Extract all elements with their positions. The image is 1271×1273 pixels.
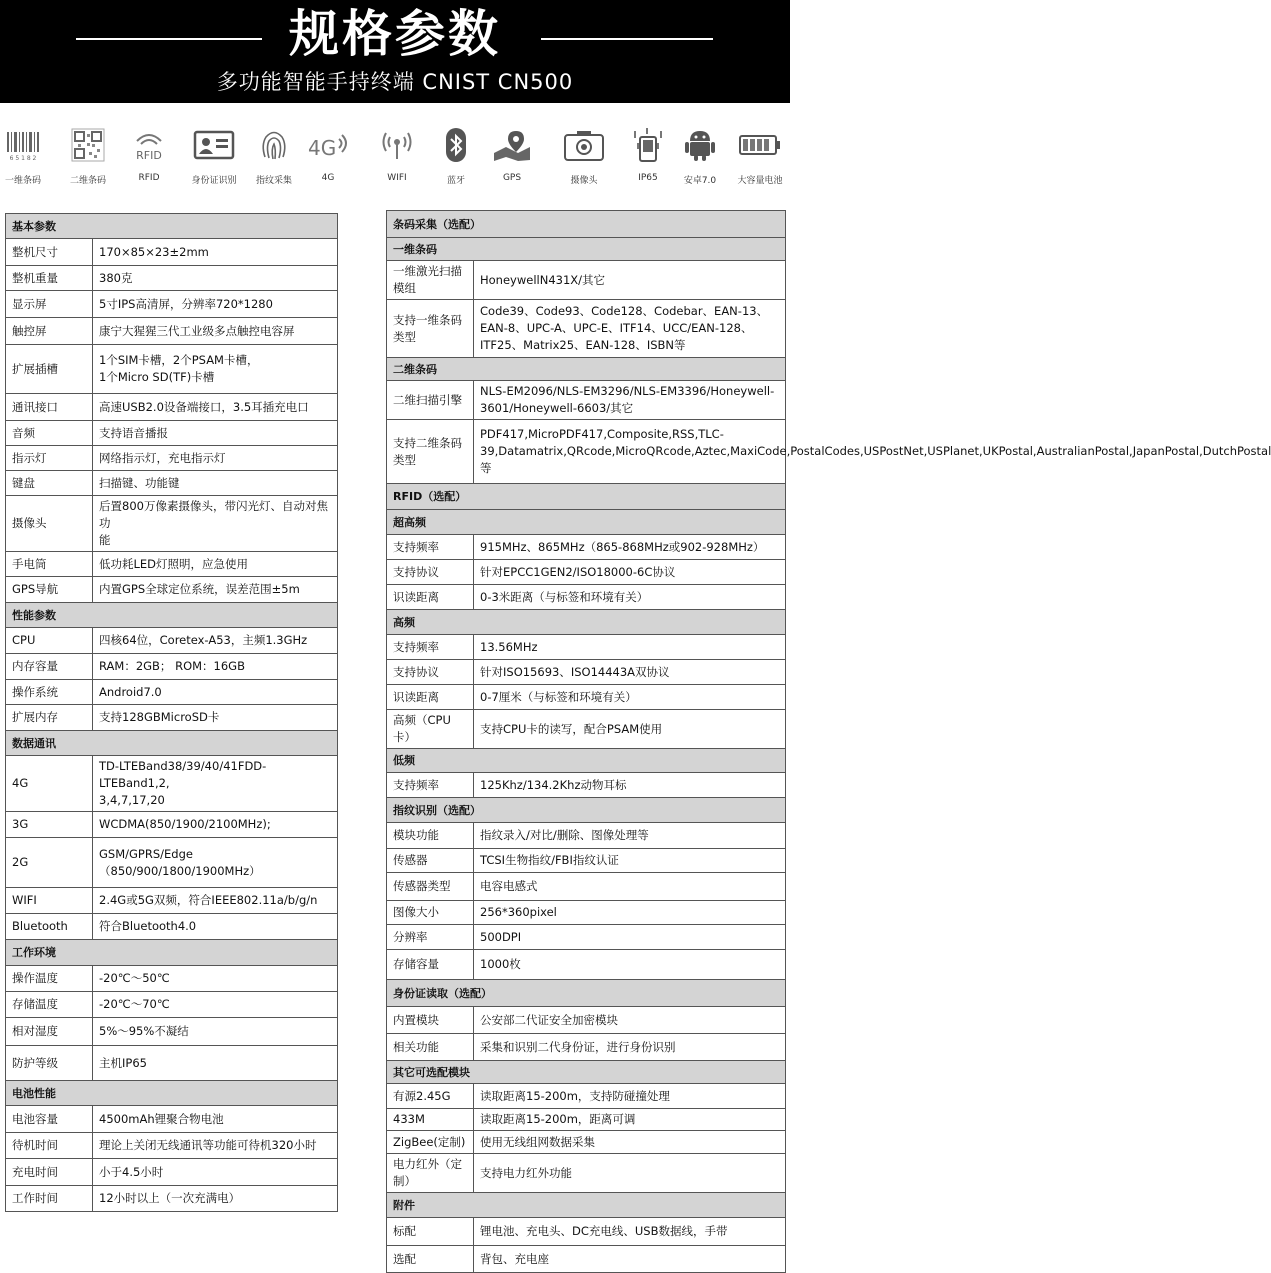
spec-key: 电池容量 bbox=[6, 1106, 93, 1133]
table-row bbox=[6, 756, 338, 812]
table-row bbox=[387, 901, 786, 925]
spec-key: 支持频率 bbox=[387, 635, 474, 660]
spec-value: 公安部二代证安全加密模块 bbox=[474, 1007, 786, 1034]
spec-key: 分辨率 bbox=[387, 925, 474, 950]
spec-key: GPS导航 bbox=[6, 577, 93, 603]
spec-key: 3G bbox=[6, 812, 93, 838]
table-row bbox=[6, 628, 338, 654]
spec-key: 存储温度 bbox=[6, 992, 93, 1018]
section-heading: 其它可选配模块 bbox=[387, 1061, 786, 1084]
section-row bbox=[387, 610, 786, 635]
barcode-1d-icon bbox=[0, 126, 46, 164]
spec-key: 支持协议 bbox=[387, 660, 474, 685]
spec-key: 支持一维条码类型 bbox=[387, 300, 474, 358]
section-heading: 低频 bbox=[387, 749, 786, 773]
rfid-icon bbox=[126, 126, 172, 164]
table-row bbox=[387, 1218, 786, 1246]
spec-key: 整机重量 bbox=[6, 266, 93, 291]
spec-value: 12小时以上（一次充满电） bbox=[93, 1186, 338, 1212]
spec-key: 有源2.45G bbox=[387, 1084, 474, 1109]
section-heading: 指纹识别（选配） bbox=[387, 798, 786, 823]
spec-value: Code39、Code93、Code128、Codebar、EAN-13、EAN-8、UPC-A、UPC-E、ITF14、UCC/EAN-128、ITF25、Matrix25、EAN-128、ISBN等 bbox=[474, 300, 786, 358]
spec-key: WIFI bbox=[6, 888, 93, 914]
section-row bbox=[387, 358, 786, 381]
spec-value: 支持128GBMicroSD卡 bbox=[93, 705, 338, 731]
wifi-icon bbox=[374, 126, 420, 164]
table-row bbox=[6, 1159, 338, 1186]
table-row bbox=[387, 925, 786, 950]
feature-2d-barcode bbox=[56, 126, 120, 186]
header-banner bbox=[0, 0, 790, 103]
section-row bbox=[6, 731, 338, 756]
spec-value: 使用无线组网数据采集 bbox=[474, 1131, 786, 1154]
spec-key: 音频 bbox=[6, 421, 93, 446]
spec-value: TD-LTEBand38/39/40/41FDD-LTEBand1,2, 3,4,7,17,20 bbox=[93, 756, 338, 812]
feature-4g bbox=[296, 126, 360, 183]
table-row bbox=[6, 421, 338, 446]
spec-value: 符合Bluetooth4.0 bbox=[93, 914, 338, 940]
feature-battery bbox=[728, 126, 792, 186]
spec-value: 采集和识别二代身份证，进行身份识别 bbox=[474, 1034, 786, 1061]
section-heading: 附件 bbox=[387, 1193, 786, 1218]
table-row bbox=[6, 345, 338, 394]
table-row bbox=[387, 1131, 786, 1154]
table-row bbox=[6, 1018, 338, 1046]
table-row bbox=[6, 654, 338, 680]
spec-value: 170×85×23±2mm bbox=[93, 239, 338, 266]
table-row bbox=[6, 552, 338, 577]
spec-value: 网络指示灯，充电指示灯 bbox=[93, 446, 338, 471]
section-row bbox=[387, 238, 786, 261]
spec-key: 指示灯 bbox=[6, 446, 93, 471]
spec-key: 内置模块 bbox=[387, 1007, 474, 1034]
spec-key: 键盘 bbox=[6, 471, 93, 496]
spec-value: 指纹录入/对比/删除、图像处理等 bbox=[474, 823, 786, 849]
table-row bbox=[387, 381, 786, 420]
id-card-icon bbox=[191, 126, 237, 164]
table-row bbox=[6, 318, 338, 345]
spec-value: RAM：2GB； ROM：16GB bbox=[93, 654, 338, 680]
4g-icon bbox=[305, 126, 351, 164]
section-heading: 基本参数 bbox=[6, 214, 338, 239]
table-row bbox=[387, 823, 786, 849]
spec-key: 触控屏 bbox=[6, 318, 93, 345]
table-row bbox=[6, 577, 338, 603]
spec-key: Bluetooth bbox=[6, 914, 93, 940]
spec-value: 支持电力红外功能 bbox=[474, 1154, 786, 1193]
table-row bbox=[387, 710, 786, 749]
feature-label: 一维条码 bbox=[4, 176, 41, 186]
gps-icon bbox=[489, 126, 535, 164]
feature-bluetooth bbox=[424, 126, 488, 186]
feature-label: IP65 bbox=[638, 173, 658, 183]
android-icon bbox=[677, 126, 723, 164]
table-row bbox=[387, 560, 786, 585]
section-heading: 一维条码 bbox=[387, 238, 786, 261]
spec-value: 康宁大猩猩三代工业级多点触控电容屏 bbox=[93, 318, 338, 345]
spec-key: 识读距离 bbox=[387, 585, 474, 610]
section-heading: 性能参数 bbox=[6, 603, 338, 628]
table-row bbox=[387, 420, 786, 484]
spec-key: 显示屏 bbox=[6, 291, 93, 318]
spec-key: 一维激光扫描模组 bbox=[387, 261, 474, 300]
spec-key: CPU bbox=[6, 628, 93, 654]
spec-value: 0-3米距离（与标签和环境有关） bbox=[474, 585, 786, 610]
spec-key: 手电筒 bbox=[6, 552, 93, 577]
table-row bbox=[387, 635, 786, 660]
spec-value: 13.56MHz bbox=[474, 635, 786, 660]
spec-value: 0-7厘米（与标签和环境有关） bbox=[474, 685, 786, 710]
table-row bbox=[6, 394, 338, 421]
spec-value: 2.4G或5G双频，符合IEEE802.11a/b/g/n bbox=[93, 888, 338, 914]
table-row bbox=[6, 992, 338, 1018]
feature-android bbox=[668, 126, 732, 186]
table-row bbox=[6, 239, 338, 266]
table-row bbox=[6, 471, 338, 496]
spec-key: 操作系统 bbox=[6, 680, 93, 705]
spec-key: 工作时间 bbox=[6, 1186, 93, 1212]
svg-text:RFID: RFID bbox=[136, 149, 162, 162]
table-row bbox=[387, 1007, 786, 1034]
table-row bbox=[6, 266, 338, 291]
section-row bbox=[6, 603, 338, 628]
section-heading: 身份证读取（选配） bbox=[387, 980, 786, 1007]
table-row bbox=[387, 1109, 786, 1131]
feature-label: 安卓7.0 bbox=[683, 176, 717, 186]
feature-label: 二维条码 bbox=[69, 176, 106, 186]
spec-key: 433M bbox=[387, 1109, 474, 1131]
spec-key: 充电时间 bbox=[6, 1159, 93, 1186]
feature-wifi bbox=[365, 126, 429, 183]
section-row bbox=[387, 484, 786, 510]
spec-value: 后置800万像素摄像头，带闪光灯、自动对焦功 能 bbox=[93, 496, 338, 552]
spec-value: GSM/GPRS/Edge （850/900/1800/1900MHz） bbox=[93, 838, 338, 888]
feature-label: 指纹采集 bbox=[255, 176, 292, 186]
feature-camera bbox=[552, 126, 616, 186]
section-row bbox=[387, 1061, 786, 1084]
spec-key: 防护等级 bbox=[6, 1046, 93, 1081]
spec-key: 操作温度 bbox=[6, 966, 93, 992]
table-row bbox=[387, 300, 786, 358]
spec-value: PDF417,MicroPDF417,Composite,RSS,TLC-39,Datamatrix,QRcode,MicroQRcode,Aztec,MaxiCode,PostalCodes,USPostNet,USPlanet,UKPostal,AustralianPostal,JapanPostal,DutchPostal等 bbox=[474, 420, 786, 484]
spec-value: 背包、充电座 bbox=[474, 1246, 786, 1273]
spec-key: 支持频率 bbox=[387, 773, 474, 798]
table-row bbox=[387, 1154, 786, 1193]
spec-table-right bbox=[386, 210, 1271, 1273]
spec-table-left bbox=[5, 213, 338, 1212]
table-row bbox=[6, 838, 338, 888]
table-row bbox=[387, 873, 786, 901]
spec-value: 小于4.5小时 bbox=[93, 1159, 338, 1186]
feature-id-card bbox=[182, 126, 246, 186]
spec-value: 1个SIM卡槽，2个PSAM卡槽， 1个Micro SD(TF)卡槽 bbox=[93, 345, 338, 394]
spec-value: 针对ISO15693、ISO14443A双协议 bbox=[474, 660, 786, 685]
table-row bbox=[387, 849, 786, 873]
fingerprint-icon bbox=[251, 126, 297, 164]
feature-label: 身份证识别 bbox=[191, 176, 237, 186]
feature-label: WIFI bbox=[387, 173, 407, 183]
battery-icon bbox=[737, 126, 783, 164]
section-row bbox=[6, 1081, 338, 1106]
spec-value: 高速USB2.0设备端接口，3.5耳插充电口 bbox=[93, 394, 338, 421]
section-heading: 高频 bbox=[387, 610, 786, 635]
spec-key: 支持频率 bbox=[387, 535, 474, 560]
spec-value: 256*360pixel bbox=[474, 901, 786, 925]
spec-value: HoneywellN431X/其它 bbox=[474, 261, 786, 300]
spec-key: 图像大小 bbox=[387, 901, 474, 925]
table-row bbox=[6, 888, 338, 914]
page-subtitle: 多功能智能手持终端 CNIST CN500 bbox=[216, 70, 574, 94]
feature-label: 大容量电池 bbox=[737, 176, 783, 186]
feature-1d-barcode bbox=[0, 126, 55, 186]
table-row bbox=[387, 773, 786, 798]
section-row bbox=[6, 940, 338, 966]
section-row bbox=[387, 211, 786, 238]
spec-value: -20℃～50℃ bbox=[93, 966, 338, 992]
spec-value: 125Khz/134.2Khz动物耳标 bbox=[474, 773, 786, 798]
spec-key: 扩展内存 bbox=[6, 705, 93, 731]
spec-value: 理论上关闭无线通讯等功能可待机320小时 bbox=[93, 1133, 338, 1159]
feature-rfid bbox=[117, 126, 181, 183]
ip65-icon bbox=[625, 126, 671, 164]
section-row bbox=[387, 980, 786, 1007]
spec-key: 支持二维条码类型 bbox=[387, 420, 474, 484]
spec-value: 锂电池、充电头、DC充电线、USB数据线，手带 bbox=[474, 1218, 786, 1246]
spec-key: 支持协议 bbox=[387, 560, 474, 585]
spec-key: 高频（CPU卡） bbox=[387, 710, 474, 749]
spec-key: 传感器 bbox=[387, 849, 474, 873]
camera-icon bbox=[561, 126, 607, 164]
section-row bbox=[387, 798, 786, 823]
spec-value: 电容电感式 bbox=[474, 873, 786, 901]
feature-label: GPS bbox=[502, 173, 522, 183]
feature-label: 蓝牙 bbox=[446, 176, 465, 186]
section-heading: 二维条码 bbox=[387, 358, 786, 381]
section-heading: RFID（选配） bbox=[387, 484, 786, 510]
spec-value: 针对EPCC1GEN2/ISO18000-6C协议 bbox=[474, 560, 786, 585]
spec-value: -20℃～70℃ bbox=[93, 992, 338, 1018]
spec-key: 模块功能 bbox=[387, 823, 474, 849]
spec-value: 四核64位，Coretex-A53，主频1.3GHz bbox=[93, 628, 338, 654]
table-row bbox=[6, 914, 338, 940]
section-row bbox=[387, 510, 786, 535]
table-row bbox=[387, 685, 786, 710]
spec-value: 低功耗LED灯照明，应急使用 bbox=[93, 552, 338, 577]
spec-value: 380克 bbox=[93, 266, 338, 291]
spec-value: 读取距离15-200m，支持防碰撞处理 bbox=[474, 1084, 786, 1109]
table-row bbox=[6, 496, 338, 552]
table-row bbox=[6, 1106, 338, 1133]
page-title: 规格参数 bbox=[289, 5, 501, 63]
feature-label: 摄像头 bbox=[570, 176, 598, 186]
spec-key: 通讯接口 bbox=[6, 394, 93, 421]
table-row bbox=[387, 660, 786, 685]
spec-value: 扫描键、功能键 bbox=[93, 471, 338, 496]
qr-code-icon bbox=[65, 126, 111, 164]
svg-text:6 5 1 8 2: 6 5 1 8 2 bbox=[9, 155, 37, 162]
table-row bbox=[6, 680, 338, 705]
spec-value: 4500mAh锂聚合物电池 bbox=[93, 1106, 338, 1133]
spec-key: ZigBee(定制) bbox=[387, 1131, 474, 1154]
table-row bbox=[6, 1186, 338, 1212]
spec-value: WCDMA(850/1900/2100MHz); bbox=[93, 812, 338, 838]
spec-key: 选配 bbox=[387, 1246, 474, 1273]
spec-key: 4G bbox=[6, 756, 93, 812]
spec-value: 5寸IPS高清屏，分辨率720*1280 bbox=[93, 291, 338, 318]
spec-value: 支持CPU卡的读写，配合PSAM使用 bbox=[474, 710, 786, 749]
spec-key: 存储容量 bbox=[387, 950, 474, 980]
spec-key: 标配 bbox=[387, 1218, 474, 1246]
spec-key: 待机时间 bbox=[6, 1133, 93, 1159]
spec-value: 读取距离15-200m，距离可调 bbox=[474, 1109, 786, 1131]
section-row bbox=[387, 1193, 786, 1218]
spec-value: Android7.0 bbox=[93, 680, 338, 705]
table-row bbox=[387, 535, 786, 560]
section-heading: 电池性能 bbox=[6, 1081, 338, 1106]
section-heading: 工作环境 bbox=[6, 940, 338, 966]
spec-key: 内存容量 bbox=[6, 654, 93, 680]
table-row bbox=[6, 291, 338, 318]
feature-icon-row bbox=[0, 126, 790, 192]
table-row bbox=[387, 1084, 786, 1109]
table-row bbox=[6, 1046, 338, 1081]
spec-value: 915MHz、865MHz（865-868MHz或902-928MHz） bbox=[474, 535, 786, 560]
table-row bbox=[387, 1034, 786, 1061]
feature-label: 4G bbox=[321, 173, 335, 183]
table-row bbox=[387, 261, 786, 300]
section-heading: 数据通讯 bbox=[6, 731, 338, 756]
table-row bbox=[6, 812, 338, 838]
feature-gps bbox=[480, 126, 544, 183]
spec-key: 摄像头 bbox=[6, 496, 93, 552]
table-row bbox=[387, 950, 786, 980]
spec-value: 内置GPS全球定位系统，误差范围±5m bbox=[93, 577, 338, 603]
section-heading: 条码采集（选配） bbox=[387, 211, 786, 238]
feature-label: RFID bbox=[138, 173, 160, 183]
spec-key: 传感器类型 bbox=[387, 873, 474, 901]
table-row bbox=[387, 585, 786, 610]
table-row bbox=[6, 446, 338, 471]
spec-value: 500DPI bbox=[474, 925, 786, 950]
spec-key: 电力红外（定制） bbox=[387, 1154, 474, 1193]
table-row bbox=[6, 1133, 338, 1159]
bluetooth-icon bbox=[433, 126, 479, 164]
spec-key: 2G bbox=[6, 838, 93, 888]
spec-key: 扩展插槽 bbox=[6, 345, 93, 394]
spec-value: 5%～95%不凝结 bbox=[93, 1018, 338, 1046]
table-row bbox=[6, 966, 338, 992]
section-heading: 超高频 bbox=[387, 510, 786, 535]
spec-value: 主机IP65 bbox=[93, 1046, 338, 1081]
spec-value: 1000枚 bbox=[474, 950, 786, 980]
spec-key: 识读距离 bbox=[387, 685, 474, 710]
spec-key: 二维扫描引擎 bbox=[387, 381, 474, 420]
table-row bbox=[6, 705, 338, 731]
section-row bbox=[6, 214, 338, 239]
spec-value: TCSI生物指纹/FBI指纹认证 bbox=[474, 849, 786, 873]
table-row bbox=[387, 1246, 786, 1273]
spec-value: NLS-EM2096/NLS-EM3296/NLS-EM3396/Honeywell-3601/Honeywell-6603/其它 bbox=[474, 381, 786, 420]
spec-key: 相对湿度 bbox=[6, 1018, 93, 1046]
spec-key: 相关功能 bbox=[387, 1034, 474, 1061]
spec-value: 支持语音播报 bbox=[93, 421, 338, 446]
svg-text:4G: 4G bbox=[308, 136, 337, 160]
spec-key: 整机尺寸 bbox=[6, 239, 93, 266]
section-row bbox=[387, 749, 786, 773]
